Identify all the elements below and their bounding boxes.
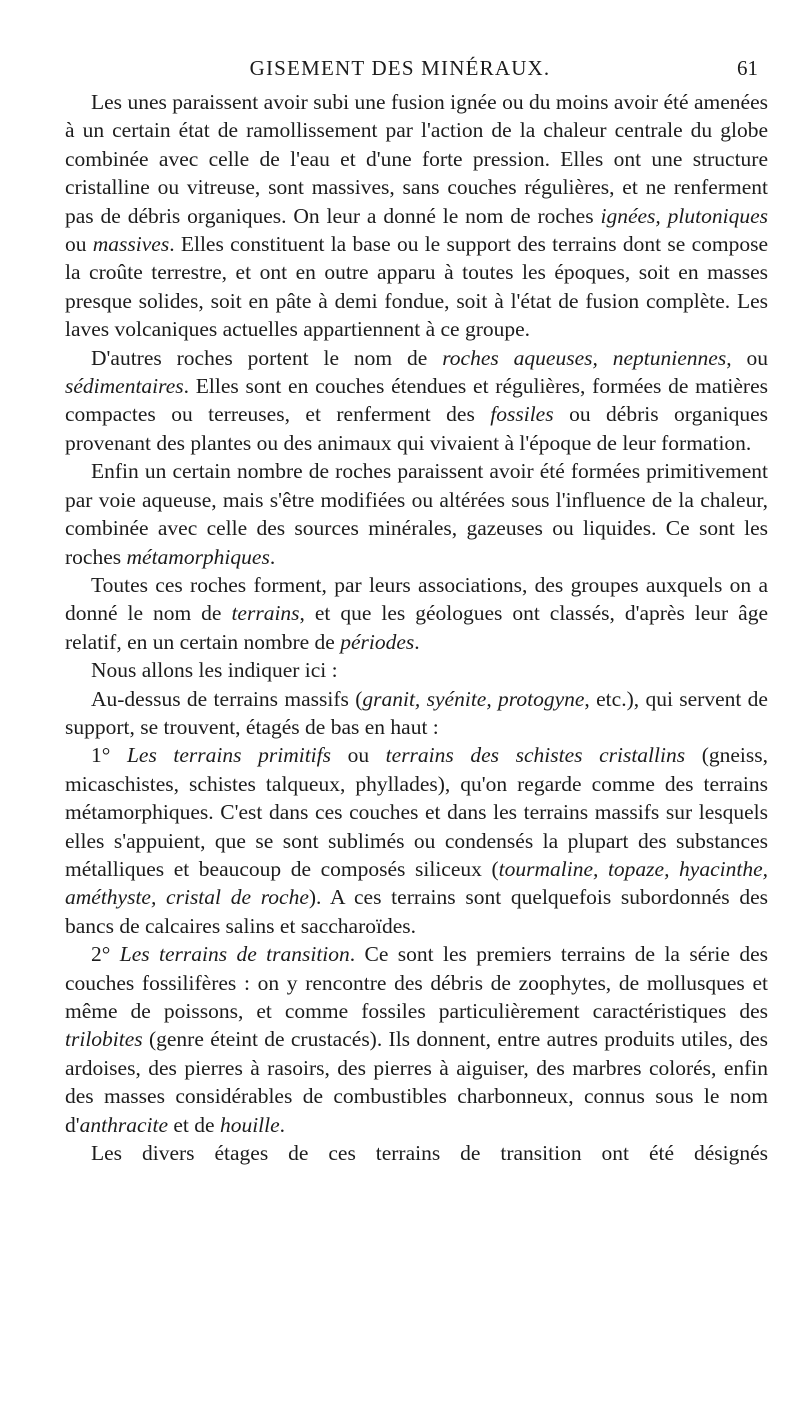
text-run: (genre éteint de crustacés). Ils donnent, entre autres produits utiles, des ardoises, des pierres à rasoirs, des pierres à aiguiser, des marbres colorés, enfin des masses considérables de combustibles charbonneux, connus sous le nom d' bbox=[65, 1027, 768, 1137]
text-run: . Elles constituent la base ou le support des terrains dont se compose la croûte terrestre, et ont en outre apparu à toutes les époques, soit en masses presque solides, soit en pâte à demi fondue, soit à l'état de fusion complète. Les laves volcaniques actuelles appartiennent à ce groupe. bbox=[65, 232, 768, 342]
italic-term: Les terrains primitifs bbox=[126, 743, 331, 768]
text-run: Les unes paraissent avoir subi une fusion ignée ou du moins avoir été amenées à un certain état de ramollissement par l'action de la chaleur centrale du globe combinée avec celle de l'eau et d'une forte pression. Elles ont une structure cristalline ou vitreuse, sont massives, sans couches régulières, et ne renferment pas de débris organiques. On leur a donné le nom de roches bbox=[65, 90, 768, 228]
running-title: GISEMENT DES MINÉRAUX. bbox=[249, 56, 551, 80]
italic-term: fossiles bbox=[490, 402, 554, 427]
text-run: , etc.), qui servent de support, se trouvent, étagés de bas en haut : bbox=[65, 686, 768, 739]
text-run: (gneiss, micaschistes, schistes talqueux, phyllades), qu'on regarde comme des terrains métamorphiques. C'est dans ces couches et dans les terrains massifs sur lesquels elles s'appuient, que se sont sublimés ou condensés la plupart des substances métalliques et beaucoup de composés siliceux ( bbox=[65, 743, 768, 881]
italic-term: houille bbox=[219, 1112, 280, 1137]
italic-term: tourmaline, topaze, hyacinthe, améthyste, cristal de roche bbox=[65, 856, 768, 910]
text-run: , et que les géologues ont classés, d'après leur âge relatif, en un certain nombre de bbox=[65, 601, 768, 654]
italic-term: anthracite bbox=[79, 1112, 168, 1137]
paragraph bbox=[65, 741, 768, 940]
paragraph bbox=[65, 457, 768, 571]
text-run: Les divers étages de ces terrains de transition ont été désignés bbox=[91, 1141, 768, 1166]
italic-term: massives bbox=[92, 232, 170, 257]
page-number: 61 bbox=[737, 56, 758, 80]
text-run: , ou bbox=[726, 345, 769, 370]
italic-term: Les terrains de transition bbox=[119, 942, 350, 967]
italic-term: métamorphiques bbox=[126, 544, 270, 569]
italic-term: ignées, plutoniques bbox=[600, 203, 768, 228]
paragraph bbox=[65, 571, 768, 656]
italic-term: terrains des schistes cristallins bbox=[385, 743, 686, 768]
text-run: . bbox=[414, 629, 420, 654]
running-header bbox=[0, 50, 800, 86]
italic-term: périodes bbox=[340, 629, 415, 654]
body-text bbox=[65, 88, 768, 1167]
text-run: Nous allons les indiquer ici : bbox=[91, 658, 338, 683]
italic-term: roches aqueuses, neptuniennes bbox=[442, 345, 727, 370]
text-run: ou bbox=[330, 743, 386, 768]
text-run: . bbox=[279, 1112, 286, 1137]
paragraph bbox=[65, 1139, 768, 1167]
text-run: ou débris organiques provenant des plantes ou des animaux qui vivaient à l'époque de leur formation. bbox=[65, 402, 768, 455]
text-run: . bbox=[269, 544, 276, 569]
paragraph bbox=[65, 685, 768, 742]
text-run: et de bbox=[168, 1112, 220, 1137]
text-run: . Ce sont les premiers terrains de la série des couches fossilifères : on y rencontre des débris de zoophytes, de mollusques et même de poissons, et comme fossiles particulièrement caractéristiques des bbox=[65, 942, 768, 1023]
text-run: ou bbox=[65, 232, 93, 257]
text-run: ). A ces terrains sont quelquefois subordonnés des bancs de calcaires salins et saccharoïdes. bbox=[65, 885, 768, 938]
paragraph bbox=[65, 940, 768, 1139]
text-run: Au-dessus de terrains massifs ( bbox=[91, 686, 363, 711]
text-run: Toutes ces roches forment, par leurs associations, des groupes auxquels on a donné le nom de bbox=[65, 572, 768, 626]
text-run: 1° bbox=[91, 743, 127, 768]
italic-term: sédimentaires bbox=[65, 374, 184, 399]
text-run: Enfin un certain nombre de roches paraissent avoir été formées primitivement par voie aqueuse, mais s'être modifiées ou altérées sous l'influence de la chaleur, combinée avec celle des sources minérales, gazeuses ou liquides. Ce sont les roches bbox=[65, 459, 768, 569]
text-run: 2° bbox=[91, 942, 120, 967]
paragraph bbox=[65, 656, 768, 684]
paragraph bbox=[65, 344, 768, 458]
paragraph bbox=[65, 88, 768, 344]
italic-term: terrains bbox=[231, 601, 300, 626]
text-run: . Elles sont en couches étendues et régulières, formées de matières compactes ou terreuses, et renferment des bbox=[65, 374, 768, 427]
text-run: D'autres roches portent le nom de bbox=[91, 345, 443, 370]
italic-term: trilobites bbox=[65, 1027, 143, 1052]
italic-term: granit, syénite, protogyne bbox=[362, 686, 585, 711]
